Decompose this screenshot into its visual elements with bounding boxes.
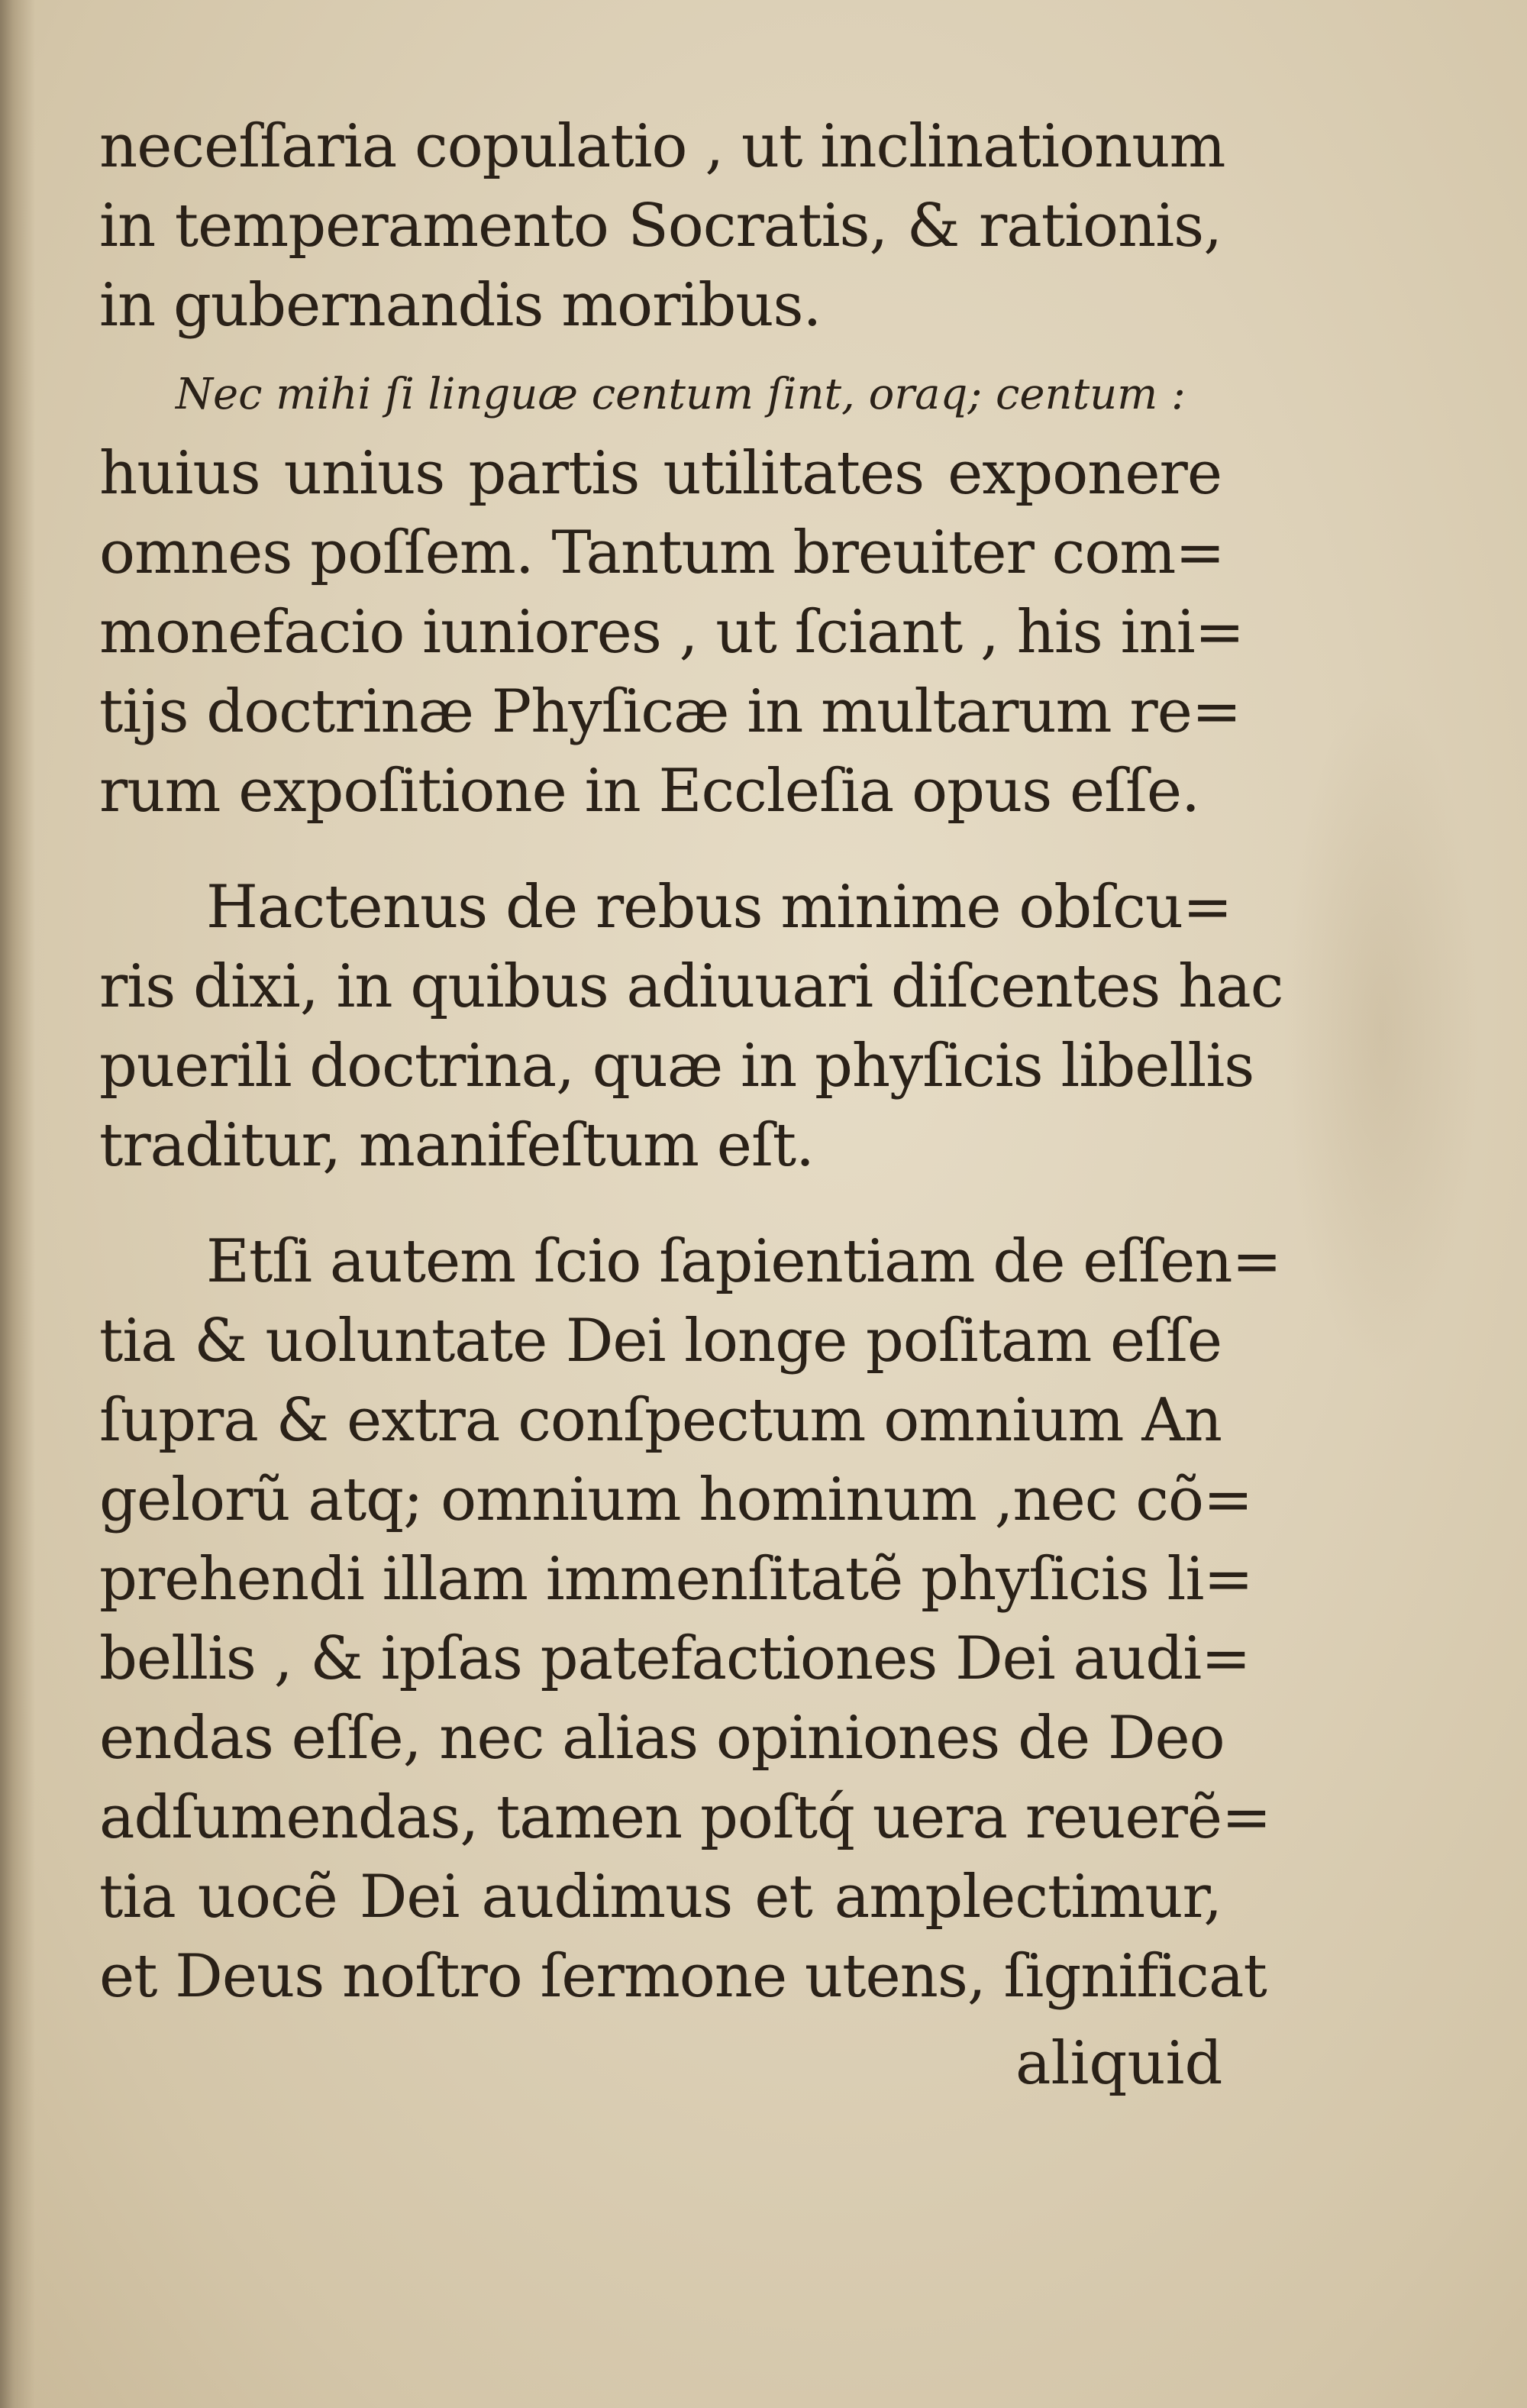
text-line: traditur, manifeſtum eſt.: [99, 1111, 814, 1180]
text-line: neceſſaria copulatio , ut inclinationum: [99, 112, 1225, 181]
text-line: tia uocẽ Dei audimus et amplectimur,: [99, 1863, 1222, 1931]
text-line: in temperamento Socratis, & rationis,: [99, 192, 1222, 260]
text-line: puerili doctrina, quæ in phyſicis libellis: [99, 1032, 1254, 1101]
text-line: rum expoſitione in Eccleſia opus eſſe.: [99, 757, 1199, 826]
text-line: Hactenus de rebus minime obſcu=: [206, 873, 1232, 942]
text-line: ſupra & extra conſpectum omnium An: [99, 1386, 1222, 1455]
text-line: adſumendas, tamen poſtq́ uera reuerẽ=: [99, 1783, 1271, 1852]
text-line: et Deus noſtro ſermone utens, ſignificat: [99, 1942, 1267, 2011]
text-line: bellis , & ipſas patefactiones Dei audi=: [99, 1624, 1251, 1693]
paragraph-2: [99, 434, 1245, 831]
text-line: omnes poſſem. Tantum breuiter com=: [99, 519, 1225, 587]
text-line: gelorũ atq; omnium hominum ,nec cõ=: [99, 1466, 1253, 1534]
paragraph-3: [99, 868, 1283, 1185]
verse-quotation: Nec mihi ſi linguæ centum ſint, oraq; centum :: [176, 370, 1186, 419]
text-line: prehendi illam immenſitatẽ phyſicis li=: [99, 1545, 1253, 1614]
text-block: [99, 107, 1283, 2016]
paragraph-1: [99, 107, 1225, 345]
page-gutter-shadow: [0, 0, 35, 2408]
text-line: in gubernandis moribus.: [99, 271, 822, 340]
paragraph-4: [99, 1222, 1281, 2016]
catchword: aliquid: [1015, 2029, 1223, 2098]
text-line: tijs doctrinæ Phyſicæ in multarum re=: [99, 677, 1241, 746]
text-line: monefacio iuniores , ut ſciant , his ini=: [99, 598, 1245, 667]
paper-stain: [1283, 687, 1481, 1375]
text-line: huius unius partis utilitates exponere: [99, 439, 1222, 508]
text-line: tia & uoluntate Dei longe poſitam eſſe: [99, 1307, 1222, 1375]
text-line: Etſi autem ſcio ſapientiam de eſſen=: [206, 1227, 1281, 1296]
text-line: endas eſſe, nec alias opiniones de Deo: [99, 1704, 1225, 1773]
text-line: ris dixi, in quibus adiuuari diſcentes hac: [99, 952, 1283, 1021]
